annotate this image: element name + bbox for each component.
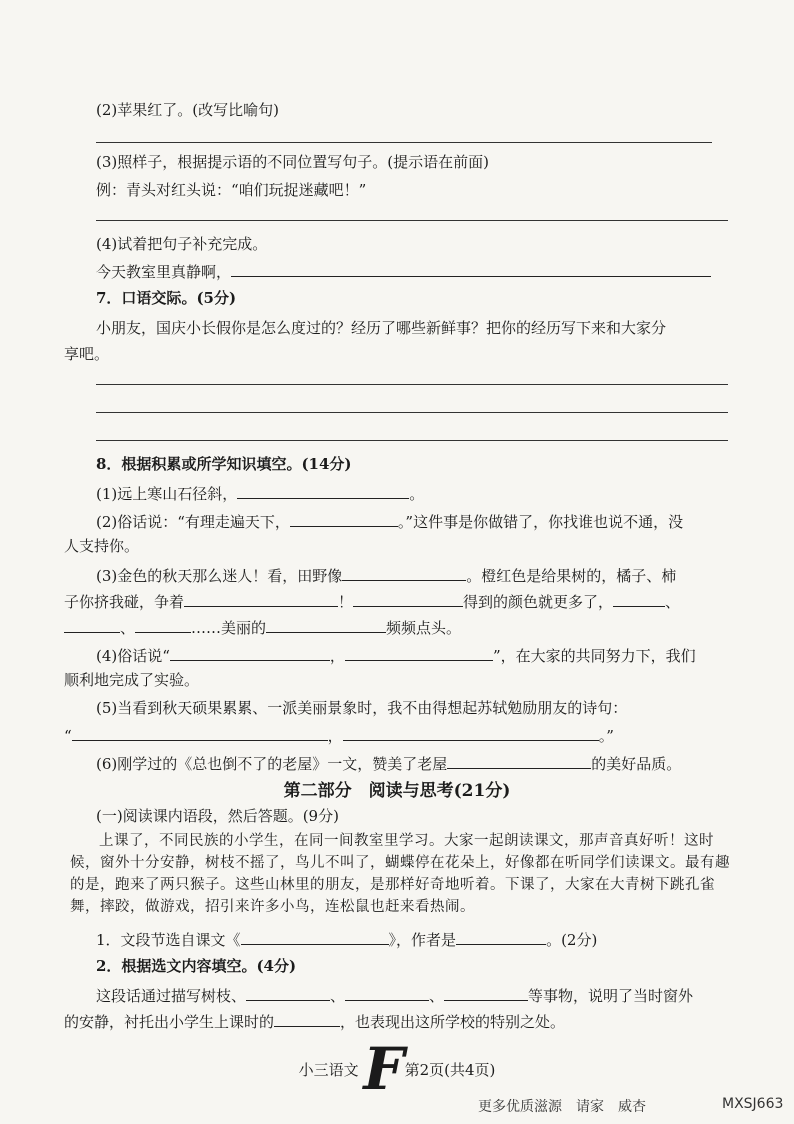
q8-item1: [96, 482, 424, 504]
item-text: 。橙红色是给果树的，橘子、柿: [466, 567, 677, 585]
q8-item6: [96, 752, 681, 774]
item-text: (2)俗话说：“有理走遍天下，: [96, 513, 290, 531]
fill-blank[interactable]: [353, 590, 463, 607]
item-text: 这段话通过描写树枝、: [96, 987, 247, 1005]
q6-item3: (3)照样子，根据提示语的不同位置写句子。(提示语在前面): [96, 153, 489, 171]
item-text: 。(2分): [546, 931, 598, 949]
fill-blank[interactable]: [237, 482, 409, 499]
fill-blank[interactable]: [274, 1010, 340, 1027]
item-text: 频频点头。: [386, 619, 462, 637]
item-text: (6)刚学过的《总也倒不了的老屋》一文，赞美了老屋: [96, 755, 448, 773]
reading-passage: [70, 830, 730, 918]
rq1: [96, 928, 597, 950]
q8-item4: [96, 644, 696, 666]
footer-page: 第2页: [404, 1061, 445, 1079]
item-text: 子你挤我碰，争着: [64, 593, 185, 611]
fill-blank[interactable]: [231, 260, 711, 277]
item-text: (1)远上寒山石径斜，: [96, 485, 238, 503]
q8-item5-cont: [64, 724, 614, 746]
fill-blank[interactable]: [290, 510, 398, 527]
item-text: (3)金色的秋天那么迷人！看，田野像: [96, 567, 343, 585]
answer-line: [96, 440, 728, 441]
item-text: 。”这件事是你做错了，你找谁也说不通，没: [397, 513, 684, 531]
q7-prompt-line2: 享吧。: [64, 345, 110, 363]
fill-blank[interactable]: [64, 616, 120, 633]
footer-total: (共4页): [444, 1061, 496, 1079]
q8-item5: (5)当看到秋天硕果累累、一派美丽景象时，我不由得想起苏轼勉励朋友的诗句：: [96, 699, 628, 717]
q7-title: 7．口语交际。(5分): [96, 289, 237, 307]
fill-blank[interactable]: [184, 590, 338, 607]
q8-item4-cont: 顺利地完成了实验。: [64, 671, 200, 689]
item-text: 。: [409, 485, 425, 503]
fill-blank[interactable]: [456, 928, 546, 945]
version-letter: F: [363, 1035, 405, 1103]
item-text: ”，在大家的共同努力下，我们: [492, 647, 696, 665]
item-text: (4)俗话说“: [96, 647, 170, 665]
fill-blank[interactable]: [613, 590, 665, 607]
item-text: ，: [329, 647, 345, 665]
rq2-line2: [64, 1010, 565, 1032]
fill-blank[interactable]: [170, 644, 330, 661]
q7-prompt-line1: 小朋友，国庆小长假你是怎么度过的？经历了哪些新鲜事？把你的经历写下来和大家分: [96, 319, 667, 337]
fill-blank[interactable]: [444, 984, 528, 1001]
answer-line: [96, 412, 728, 413]
answer-line: [96, 142, 712, 143]
rq2-title: 2．根据选文内容填空。(4分): [96, 957, 297, 975]
item-text: 等事物，说明了当时窗外: [528, 987, 694, 1005]
item-text: 、: [665, 593, 681, 611]
item-text: 、: [429, 987, 445, 1005]
q6-item3-example: 例：青头对红头说：“咱们玩捉迷藏吧！”: [96, 181, 367, 199]
q6-item4: (4)试着把句子补充完成。: [96, 235, 268, 253]
watermark-code: MXSJ663: [722, 1096, 784, 1112]
part2-title: 第二部分 阅读与思考(21分): [283, 781, 511, 801]
fill-blank[interactable]: [72, 724, 328, 741]
part2-sub1: (一)阅读课内语段，然后答题。(9分): [96, 807, 339, 825]
fill-blank[interactable]: [246, 984, 330, 1001]
q6-item4-sentence: [96, 260, 711, 282]
q6-item2: (2)苹果红了。(改写比喻句): [96, 101, 279, 119]
item-text: ……美丽的: [191, 619, 267, 637]
item-text: ！: [338, 593, 354, 611]
item-text: 、: [330, 987, 346, 1005]
fill-blank[interactable]: [241, 928, 389, 945]
q8-title: 8．根据积累或所学知识填空。(14分): [96, 455, 352, 473]
fill-blank[interactable]: [447, 752, 591, 769]
fill-blank[interactable]: [345, 984, 429, 1001]
item-text: “: [64, 727, 72, 745]
q8-item2: [96, 510, 683, 532]
fill-blank[interactable]: [135, 616, 191, 633]
item-text: 的美好品质。: [591, 755, 682, 773]
item-text: 》，作者是: [388, 931, 457, 949]
item-text: 得到的颜色就更多了，: [463, 593, 614, 611]
fill-blank[interactable]: [266, 616, 386, 633]
q8-item3-cont2: [64, 616, 461, 638]
item-text: 1．文段节选自课文《: [96, 931, 241, 949]
item-text: 。”: [598, 727, 614, 745]
answer-line: [96, 220, 728, 221]
fill-blank[interactable]: [343, 724, 599, 741]
answer-line: [96, 384, 728, 385]
item-text: 、: [120, 619, 136, 637]
q8-item3: [96, 564, 676, 586]
item-text: ，也表现出这所学校的特别之处。: [340, 1013, 566, 1031]
rq2-line1: [96, 984, 693, 1006]
item-text: ，: [327, 727, 343, 745]
page-footer: [0, 1035, 794, 1103]
item-text: 的安静，衬托出小学生上课时的: [64, 1013, 275, 1031]
q8-item2-cont: 人支持你。: [64, 537, 140, 555]
watermark-text: 更多优质滋源 请家 威杏: [478, 1099, 646, 1115]
fill-blank[interactable]: [345, 644, 493, 661]
q8-item3-cont: [64, 590, 680, 612]
sentence-start: 今天教室里真静啊，: [96, 263, 232, 281]
passage-text: 上课了，不同民族的小学生，在同一间教室里学习。大家一起朗读课文，那声音真好听！这时候，窗外十分安静，树枝不摇了，鸟儿不叫了，蝴蝶停在花朵上，好像都在听同学们读课文。最有趣的是，跑来了两只猴子。这些山林里的朋友，是那样好奇地听着。下课了，大家在大青树下跳孔雀舞，摔跤，做游戏，招引来许多小鸟，连松鼠也赶来看热闹。: [70, 833, 730, 915]
footer-subject: 小三语文: [298, 1061, 359, 1079]
fill-blank[interactable]: [342, 564, 466, 581]
